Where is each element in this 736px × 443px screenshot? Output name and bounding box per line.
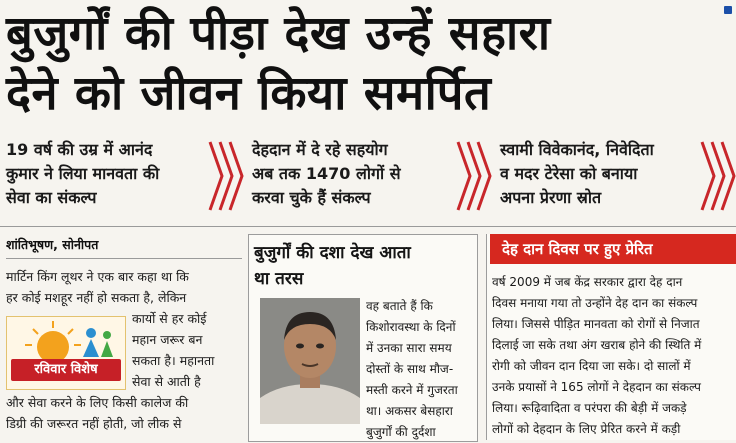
text-line: लिया। जिससे पीड़ित मानवता को रोगों से निजात: [492, 317, 700, 331]
headline-line-2: देने को जीवन किया समर्पित: [6, 66, 492, 121]
subhead-2-line: करवा चुके हैं संकल्प: [252, 188, 371, 207]
text-line: लिया। रूढ़िवादिता व परंपरा की बेड़ी में जकड़े: [492, 401, 687, 415]
text-line: रोगी को जीवन दान दिया जा सके। दो सालों में: [492, 359, 691, 373]
headline-line-1: बुजुर्गों की पीड़ा देख उन्हें सहारा: [6, 6, 551, 61]
left-column-beside-badge: [132, 308, 244, 392]
text-line: सकता है। महानता: [132, 353, 215, 368]
edge-blue-marker: [724, 6, 732, 14]
text-line: हर कोई मशहूर नहीं हो सकता है, लेकिन: [6, 290, 187, 305]
section-divider: [0, 226, 736, 227]
subhead-3: [500, 138, 654, 210]
sunday-special-badge: [6, 316, 126, 390]
text-line: मस्ती करने में गुजरता: [366, 383, 458, 397]
sun-figures-icon: [13, 317, 119, 361]
text-line: उनके प्रयासों ने 165 लोगों ने देहदान का संकल्प: [492, 380, 701, 394]
subhead-3-line: व मदर टेरेसा को बनाया: [500, 164, 638, 183]
subhead-2-line: देहदान में दे रहे सहयोग: [252, 140, 388, 159]
subhead-1-line: 19 वर्ष की उम्र में आनंद: [6, 140, 153, 159]
right-box-title: देह दान दिवस पर हुए प्रेरित: [502, 240, 653, 258]
text-line: दोस्तों के साथ मौज-: [366, 362, 454, 376]
chevron-arrows-icon: [452, 136, 496, 216]
heading-line: बुजुर्गों की दशा देख आता: [254, 243, 411, 263]
middle-box-heading: [254, 240, 474, 292]
subhead-2-line: अब तक 1470 लोगों से: [252, 164, 401, 183]
portrait-photo: [260, 298, 360, 424]
text-line: में उनका सारा समय: [366, 341, 452, 355]
left-column-top: [6, 266, 244, 308]
text-line: महान जरूर बन: [132, 332, 203, 347]
left-column-bottom: [6, 392, 244, 434]
chevron-arrows-icon: [204, 136, 248, 216]
byline-divider: [6, 258, 242, 259]
text-line: था। अकसर बेसहारा: [366, 404, 453, 418]
subhead-1: [6, 138, 159, 210]
person-portrait-icon: [260, 298, 360, 424]
text-line: बुजुर्गों की दुर्दशा: [366, 425, 436, 439]
text-line: और सेवा करने के लिए किसी कालेज की: [6, 395, 189, 410]
text-line: सेवा से आती है: [132, 374, 201, 389]
text-line: किशोरावस्था के दिनों: [366, 320, 456, 334]
text-line: वर्ष 2009 में जब केंद्र सरकार द्वारा देह दान: [492, 275, 683, 289]
sunday-special-label: रविवार विशेष: [11, 359, 121, 381]
byline: शांतिभूषण, सोनीपत: [6, 237, 99, 252]
text-line: वह बताते हैं कि: [366, 299, 433, 313]
text-line: दिवस मनाया गया तो उन्होंने देह दान का संकल्प: [492, 296, 698, 310]
text-line: दिलाई जा सके तथा अंग खराब होने की स्थिति में: [492, 338, 702, 352]
subhead-1-line: कुमार ने लिया मानवता की: [6, 164, 160, 183]
subhead-3-line: अपना प्रेरणा स्रोत: [500, 188, 602, 207]
text-line: लोगों को देहदान के लिए प्रेरित करने में कड़ी: [492, 422, 681, 436]
middle-box-body: [366, 296, 474, 443]
subhead-1-line: सेवा का संकल्प: [6, 188, 97, 207]
text-line: डिग्री की जरूरत नहीं होती, जो लीक से: [6, 416, 182, 431]
text-line: मार्टिन किंग लूथर ने एक बार कहा था कि: [6, 269, 189, 284]
heading-line: था तरस: [254, 269, 304, 289]
subhead-3-line: स्वामी विवेकानंद, निवेदिता: [500, 140, 654, 159]
chevron-arrows-icon: [696, 136, 736, 216]
text-line: कार्यो से हर कोई: [132, 311, 207, 326]
right-box-body: [492, 272, 730, 440]
subhead-2: [252, 138, 401, 210]
